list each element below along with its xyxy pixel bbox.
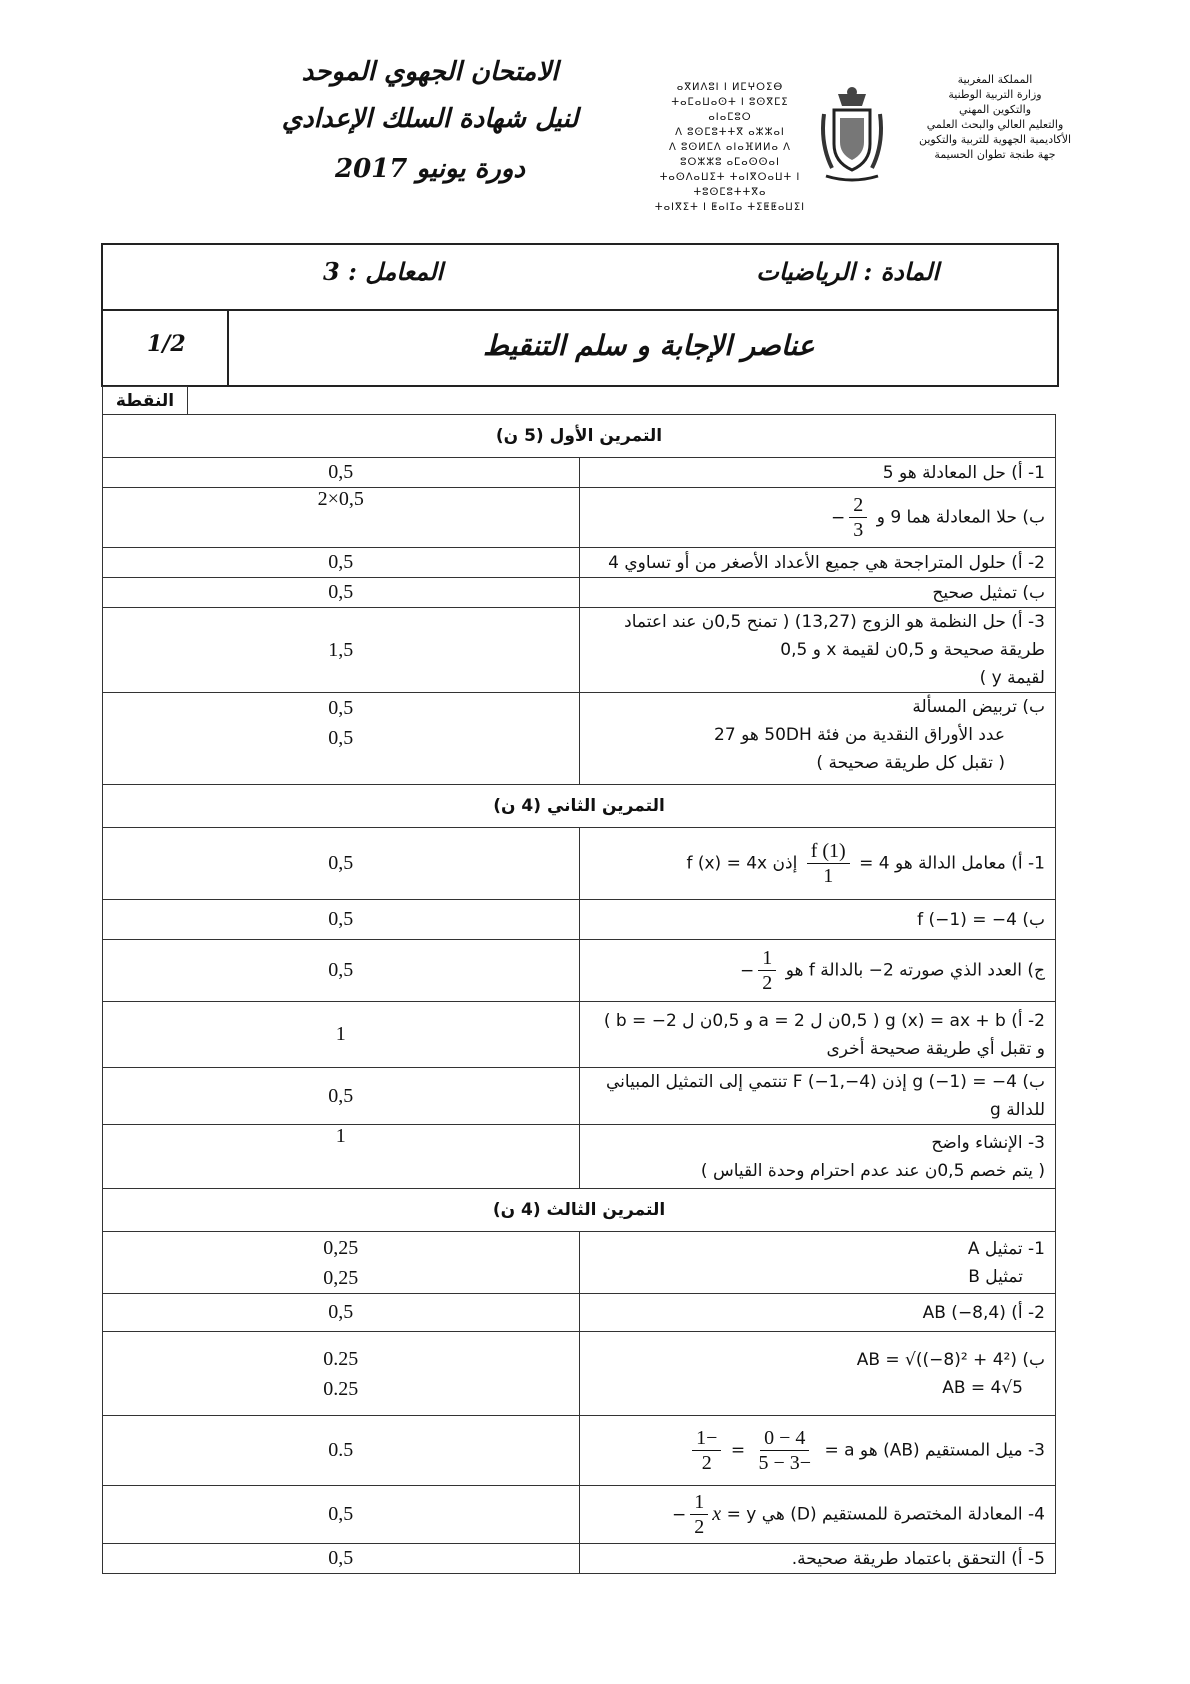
ministry-label: والتكوين المهني <box>958 103 1032 116</box>
points-value: 0.25 <box>323 1347 359 1370</box>
fraction <box>690 1490 708 1539</box>
answer-cell: ب) تمثيل صحيح <box>579 578 1056 608</box>
fraction <box>807 839 850 888</box>
exam-title-line-2: لنيل شهادة السلك الإعدادي <box>281 104 579 134</box>
fraction <box>692 1426 721 1475</box>
answer-cell: 1- أ) حل المعادلة هو 5 <box>579 458 1056 488</box>
points-cell: 0,5 <box>103 458 580 488</box>
exam-header-title <box>250 50 610 194</box>
points-cell: 0,5 <box>103 940 580 1002</box>
points-cell: 0,5 <box>103 1068 580 1125</box>
answer-cell <box>579 1232 1056 1294</box>
subject-box <box>101 243 1059 387</box>
page-number: 1/2 <box>147 331 186 357</box>
answer-text: ب) حلا المعادلة هما 9 و <box>876 507 1045 528</box>
points-value: 0,25 <box>323 1266 359 1289</box>
tifinagh-line: ⴷ ⵓⵙⵍⵎⴷ ⴰⵏⴰⴼⵍⵍⴰ ⴷ ⵓⵔⵣⵣⵓ ⴰⵎⴰⵙⵙⴰⵏ <box>669 142 791 168</box>
tifinagh-line: ⴷ ⵓⵙⵎⵓⵜⵜⴳ ⴰⵣⵣⴰⵏ <box>675 127 785 138</box>
points-cell: 0,5 <box>103 1294 580 1332</box>
answer-cell <box>579 488 1056 548</box>
answer-cell <box>579 1002 1056 1068</box>
points-value: 0,5 <box>328 697 354 719</box>
answer-cell <box>579 1332 1056 1416</box>
answer-line: لقيمة y ) <box>979 668 1045 688</box>
answer-cell <box>579 940 1056 1002</box>
points-cell: 1 <box>103 1002 580 1068</box>
points-cell <box>103 1332 580 1416</box>
tifinagh-line: ⵜⴰⵙⴷⴰⵡⵉⵜ ⵜⴰⵏⴳⵔⴰⵡⵜ ⵏ ⵜⵓⵙⵎⵓⵜⵜⴳⴰ <box>659 172 801 198</box>
answer-cell: 5- أ) التحقق باعتماد طريقة صحيحة. <box>579 1544 1056 1574</box>
exercise-2-heading: التمرين الثاني (4 ن) <box>103 785 1056 828</box>
fraction <box>849 493 867 542</box>
answer-cell <box>579 1125 1056 1189</box>
answer-text: ج) العدد الذي صورته 2− بالدالة f هو <box>785 960 1045 981</box>
tifinagh-line: ⵜⴰⵏⴳⵉⵜ ⵏ ⵟⴰⵏⵊⴰ ⵜⵉⵟⵟⴰⵡⵉⵏ <box>654 202 806 213</box>
answer-cell <box>579 1416 1056 1486</box>
minus-sign: − <box>831 507 846 528</box>
subject-box-divider <box>103 309 1057 311</box>
minus-sign: − <box>740 960 755 981</box>
subject-label: المادة : الرياضيات <box>756 257 939 286</box>
document-title: عناصر الإجابة و سلم التنقيط <box>483 329 815 362</box>
answer-line: ( يتم خصم 0,5ن عند عدم احترام وحدة القياس ) <box>700 1160 1045 1181</box>
exercise-3-heading: التمرين الثالث (4 ن) <box>103 1189 1056 1232</box>
fraction-denominator: 2 <box>701 1452 712 1474</box>
fraction-numerator: 2 <box>849 493 867 518</box>
fraction-numerator: −1 <box>692 1426 721 1451</box>
fraction-denominator: −3 − 5 <box>758 1452 812 1474</box>
tifinagh-line: ⵜⴰⵎⴰⵡⴰⵙⵜ ⵏ ⵓⵙⴳⵎⵉ ⴰⵏⴰⵎⵓⵔ <box>671 97 789 123</box>
equals-sign: = <box>730 1440 746 1461</box>
points-value: 0,25 <box>323 1236 359 1259</box>
fraction-numerator: 1 <box>690 1490 708 1515</box>
exercise-1-heading: التمرين الأول (5 ن) <box>103 415 1056 458</box>
exam-session: دورة يونيو 2017 <box>335 154 525 184</box>
points-cell: 0,5 <box>103 900 580 940</box>
answer-line: 2- أ) g (x) = ax + b ( 0,5ن ل a = 2 و 0,5ن ل b = −2 ) <box>603 1010 1045 1031</box>
points-cell: 1,5 <box>103 608 580 693</box>
tifinagh-line: ⴰⴳⵍⴷⵓⵏ ⵏ ⵍⵎⵖⵔⵉⴱ <box>676 82 784 93</box>
exam-title-line-1: الامتحان الجهوي الموحد <box>301 57 559 87</box>
points-cell: 0,5 <box>103 1486 580 1544</box>
coefficient-label: المعامل : 3 <box>323 257 444 286</box>
page-cell-divider <box>227 311 229 385</box>
answer-line: ب) تربيض المسألة <box>912 697 1045 717</box>
points-value: 0,5 <box>328 727 354 749</box>
answer-text: 3- ميل المستقيم (AB) هو a = <box>824 1440 1045 1461</box>
coat-of-arms-emblem <box>818 84 886 188</box>
answer-line: 3- الإنشاء واضح <box>931 1132 1045 1153</box>
fraction-denominator: 2 <box>694 1516 705 1538</box>
answer-cell <box>579 1486 1056 1544</box>
academy-label: الأكاديمية الجهوية للتربية والتكوين <box>918 133 1072 146</box>
points-cell: 0,5 <box>103 1544 580 1574</box>
answer-text: 4- المعادلة المختصرة للمستقيم (D) هي y = <box>726 1504 1045 1525</box>
answer-line: AB = 4√5 <box>942 1377 1023 1398</box>
kingdom-label: المملكة المغربية <box>957 73 1033 86</box>
fraction-numerator: 4 − 0 <box>760 1426 809 1451</box>
answer-line: و تقبل أي طريقة صحيحة أخرى <box>826 1038 1045 1059</box>
fraction-denominator: 1 <box>823 865 834 887</box>
answer-text: 1- أ) معامل الدالة هو 4 = <box>859 853 1045 874</box>
points-column-header: النقطة <box>102 386 188 415</box>
answer-cell <box>579 608 1056 693</box>
points-cell: 0,5 <box>103 548 580 578</box>
points-cell: 1 <box>103 1125 580 1189</box>
fraction-expression <box>740 947 780 994</box>
ministry-label: والتعليم العالي والبحث العلمي <box>926 118 1064 131</box>
answer-line: ( تقبل كل طريقة صحيحة ) <box>816 753 1005 773</box>
minus-sign: − <box>672 1504 687 1525</box>
answer-line: عدد الأوراق النقدية من فئة 50DH هو 27 <box>714 725 1005 745</box>
points-cell <box>103 693 580 785</box>
answer-cell <box>579 828 1056 900</box>
points-value: 0.25 <box>323 1377 359 1400</box>
answer-line: 3- أ) حل النظمة هو الزوج (13,27) ( تمنح 0,5ن عند اعتماد طريقة صحيحة و 0,5ن لقيمة x و 0,5 <box>624 612 1045 660</box>
fraction <box>754 1426 815 1475</box>
points-cell: 0,5 <box>103 828 580 900</box>
fraction-expression <box>672 1491 722 1538</box>
tifinagh-admin-block <box>650 80 810 215</box>
fraction-numerator: f (1) <box>807 839 850 864</box>
fraction-denominator: 2 <box>762 972 773 994</box>
points-cell: 0,5 <box>103 578 580 608</box>
arabic-admin-block <box>900 72 1090 162</box>
answer-line: ب) AB = √((−8)² + 4²) <box>856 1349 1045 1370</box>
variable-x: x <box>712 1502 722 1525</box>
answer-line: 1- تمثيل A <box>967 1238 1045 1259</box>
grading-table <box>102 414 1056 1574</box>
fraction-numerator: 1 <box>758 946 776 971</box>
answer-cell: ب) g (−1) = −4 إذن F (−1,−4) تنتمي إلى التمثيل المبياني للدالة g <box>579 1068 1056 1125</box>
answer-cell: 2- أ) AB (−8,4) <box>579 1294 1056 1332</box>
answer-line: تمثيل B <box>968 1266 1023 1287</box>
answer-cell <box>579 693 1056 785</box>
ministry-label: وزارة التربية الوطنية <box>948 88 1042 101</box>
fraction-denominator: 3 <box>853 519 864 541</box>
points-cell: 0.5 <box>103 1416 580 1486</box>
answer-cell: 2- أ) حلول المتراجحة هي جميع الأعداد الأصغر من أو تساوي 4 <box>579 548 1056 578</box>
points-cell <box>103 1232 580 1294</box>
answer-cell: ب) f (−1) = −4 <box>579 900 1056 940</box>
points-cell: 2×0,5 <box>103 488 580 548</box>
fraction-expression <box>831 494 871 541</box>
region-label: جهة طنجة تطوان الحسيمة <box>934 148 1056 161</box>
fraction <box>758 946 776 995</box>
answer-text: إذن f (x) = 4x <box>686 853 798 874</box>
